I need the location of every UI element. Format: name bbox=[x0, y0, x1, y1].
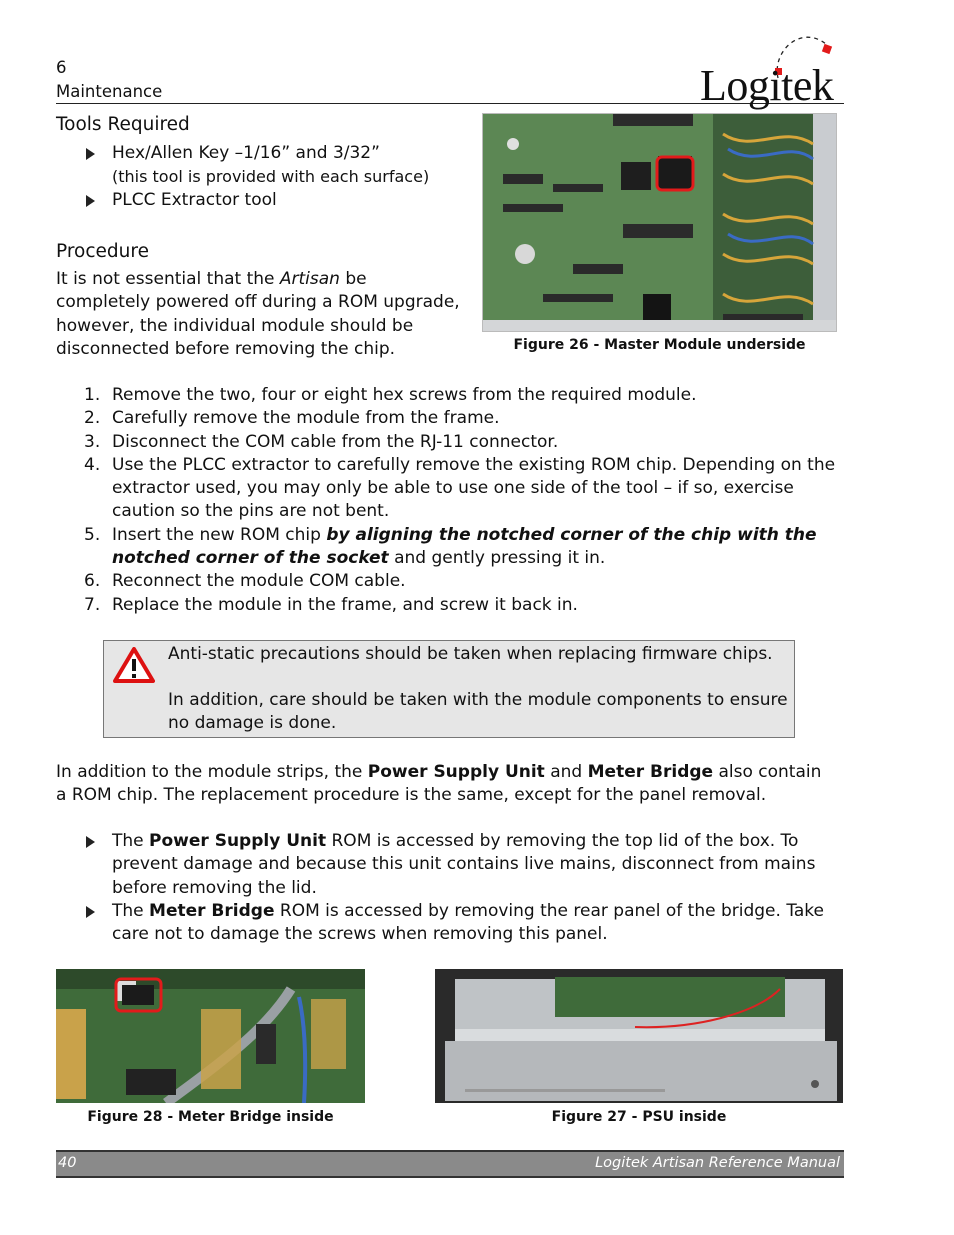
psu-photo bbox=[435, 969, 843, 1103]
step-item bbox=[56, 454, 836, 524]
page-number: 40 bbox=[58, 1155, 77, 1171]
step-number: 2. bbox=[84, 408, 101, 429]
rom-note-bold: Meter Bridge bbox=[587, 762, 714, 782]
tools-item bbox=[84, 189, 464, 212]
rom-note-text: In addition to the module strips, the bbox=[56, 762, 368, 782]
chapter-number: 6 bbox=[56, 58, 67, 77]
rom-note-text: and bbox=[544, 762, 588, 782]
rom-bullet-bold: Meter Bridge bbox=[149, 900, 275, 921]
step-item bbox=[56, 431, 836, 454]
tools-item bbox=[84, 142, 464, 189]
warning-box bbox=[103, 640, 795, 738]
meter-bridge-photo bbox=[56, 969, 365, 1103]
tools-item-main: Hex/Allen Key –1/16” and 3/32” bbox=[112, 143, 380, 163]
procedure-steps bbox=[56, 384, 836, 617]
step-text: Remove the two, four or eight hex screws from the required module. bbox=[112, 385, 697, 405]
chapter-title: Maintenance bbox=[56, 82, 163, 101]
rom-bullet-bold: Power Supply Unit bbox=[149, 831, 327, 851]
footer-rule-bottom bbox=[56, 1176, 844, 1178]
intro-text: be completely powered off during a ROM upgrade, however, the individual module should be disconnected before removing the chip. bbox=[56, 269, 460, 359]
arrow-bullet-icon bbox=[86, 148, 95, 160]
rom-bullet-text: ROM is accessed by removing the top lid of the box. To prevent damage and because this unit contains live mains, disconnect from mains before removing the lid. bbox=[112, 831, 816, 898]
step-item bbox=[56, 594, 836, 617]
tools-item-sub: (this tool is provided with each surface) bbox=[112, 167, 430, 187]
warning-line-1: Anti-static precautions should be taken when replacing firmware chips. bbox=[168, 644, 773, 664]
step-item bbox=[56, 524, 836, 571]
step-text: Disconnect the COM cable from the RJ-11 connector. bbox=[112, 431, 559, 452]
rom-note-bold: Power Supply Unit bbox=[367, 762, 545, 782]
tools-heading: Tools Required bbox=[56, 114, 190, 135]
master-module-photo bbox=[482, 113, 837, 332]
procedure-heading: Procedure bbox=[56, 241, 149, 262]
rom-bullet-text: The bbox=[112, 831, 150, 851]
step-number: 1. bbox=[84, 385, 101, 405]
arrow-bullet-icon bbox=[86, 906, 95, 918]
rom-bullets bbox=[84, 830, 836, 946]
procedure-intro bbox=[56, 268, 460, 361]
step-text: Use the PLCC extractor to carefully remove the existing ROM chip. Depending on the extractor used, you may only be able to use one side of the tool – if so, exercise caution so the pins are not bent. bbox=[112, 454, 836, 522]
step-item bbox=[56, 570, 836, 593]
warning-line-2: In addition, care should be taken with the module components to ensure no damage is done. bbox=[168, 690, 788, 734]
step-emphasis: by aligning the notched corner of the chip with the notched corner of the socket bbox=[112, 524, 817, 569]
step-number: 4. bbox=[84, 454, 101, 475]
figure-26-caption: Figure 26 - Master Module underside bbox=[513, 337, 806, 353]
step-text: Insert the new ROM chip bbox=[112, 524, 327, 545]
intro-product-name: Artisan bbox=[279, 269, 340, 289]
rom-note-text: also contain a ROM chip. The replacement procedure is the same, except for the panel removal. bbox=[56, 762, 822, 806]
logitek-logo bbox=[690, 22, 850, 110]
rom-bullet-item bbox=[84, 900, 836, 947]
manual-title: Logitek Artisan Reference Manual bbox=[595, 1155, 840, 1171]
tools-item-main: PLCC Extractor tool bbox=[112, 189, 277, 210]
arrow-bullet-icon bbox=[86, 836, 95, 848]
rom-bullet-text: The bbox=[112, 900, 150, 921]
warning-triangle-icon bbox=[113, 647, 155, 683]
step-text: and gently pressing it in. bbox=[388, 548, 606, 569]
step-item bbox=[56, 407, 836, 430]
step-number: 6. bbox=[84, 571, 101, 592]
intro-text: It is not essential that the bbox=[56, 269, 280, 289]
step-number: 3. bbox=[84, 431, 101, 452]
step-number: 5. bbox=[84, 524, 101, 545]
rom-note-paragraph bbox=[56, 761, 836, 808]
rom-bullet-item bbox=[84, 830, 836, 900]
step-number: 7. bbox=[84, 594, 101, 615]
tools-list bbox=[84, 142, 464, 212]
logo-text: Logitek bbox=[700, 61, 834, 110]
footer-bar bbox=[56, 1152, 844, 1176]
step-text: Carefully remove the module from the frame. bbox=[112, 408, 500, 429]
rom-bullet-text: ROM is accessed by removing the rear panel of the bridge. Take care not to damage the screws when removing this panel. bbox=[112, 900, 825, 945]
figure-28-caption: Figure 28 - Meter Bridge inside bbox=[87, 1109, 334, 1125]
step-text: Reconnect the module COM cable. bbox=[112, 571, 406, 592]
arrow-bullet-icon bbox=[86, 195, 95, 207]
step-item bbox=[56, 384, 836, 407]
figure-27-caption: Figure 27 - PSU inside bbox=[551, 1109, 727, 1125]
step-text: Replace the module in the frame, and screw it back in. bbox=[112, 594, 578, 615]
